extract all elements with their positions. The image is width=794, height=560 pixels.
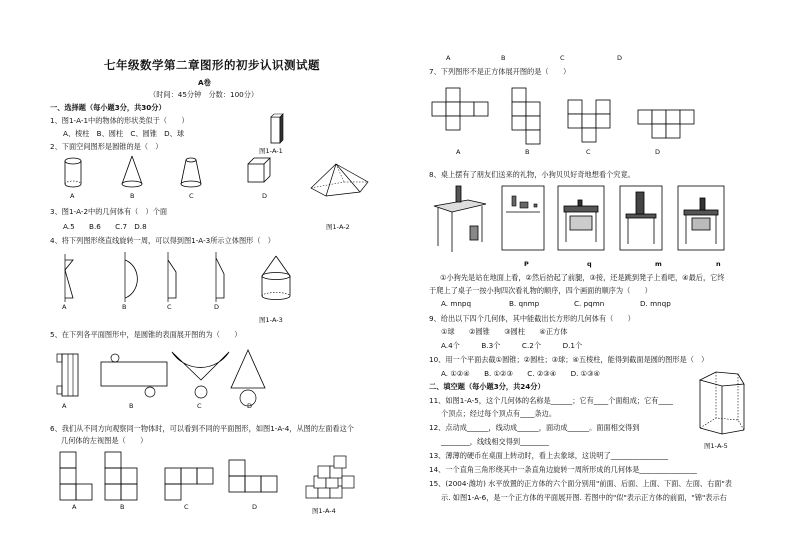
- q9-items: ①球 ②圆锥 ③圆柱 ④正方体: [441, 327, 568, 336]
- q2-label-b: B: [130, 192, 135, 200]
- q6-text-2: 几何体的左视图是（ ）: [61, 436, 148, 445]
- exam-meta: （时间：45分钟 分数：100分）: [149, 90, 259, 99]
- section-choice: 一、选择题（每小题3分，共30分）: [50, 103, 166, 112]
- pyramid-figure: [306, 162, 372, 212]
- q8-desc-1: ①小狗先是站在地面上看，②然后抬起了前腿，③接，还是跳到凳子上看吧，④最后，它终: [440, 273, 725, 282]
- q10-text: 10、用一个平面去截①圆锥；②圆柱；③球；④五棱柱，能得到截面是圆的图形是（ ）: [429, 355, 709, 364]
- fig-1-a-2-caption: 图1-A-2: [326, 223, 350, 231]
- q5-label-c: C: [197, 402, 202, 410]
- q3-text: 3、图1-A-2中的几何体有（ ）个面: [50, 207, 168, 216]
- section-fill: 二、填空题（每小题3分，共24分）: [429, 382, 545, 391]
- q8-pictures: [430, 182, 740, 256]
- q5-label-a: A: [62, 402, 67, 410]
- pentagonal-prism-figure: [694, 370, 750, 440]
- q8-option-c: C. pqmn: [574, 299, 605, 308]
- q12-text-2: ________，线线相交得到________: [441, 437, 549, 446]
- q10-options: A. ①②④ B. ①②③ C. ②③④ D. ①③④: [441, 369, 600, 378]
- q2-figures: [50, 150, 290, 198]
- top-label-d: D: [617, 54, 623, 62]
- q2-label-d: D: [262, 192, 268, 200]
- q4-label-a: A: [62, 303, 67, 311]
- page-title: 七年级数学第二章图形的初步认识测试题: [104, 58, 320, 72]
- q8-text: 8、桌上摆有了朋友们送来的礼物，小狗贝贝好奇地想看个究竟。: [429, 170, 635, 179]
- fig-1-a-1-caption: 图1-A-1: [259, 147, 283, 155]
- q2-label-a: A: [70, 192, 75, 200]
- top-label-b: B: [501, 54, 506, 62]
- q2-text: 2、下面空间图形是圆锥的是（ ）: [50, 142, 163, 151]
- q7-label-b: B: [525, 148, 530, 156]
- q6-figures: [48, 450, 358, 508]
- q6-text-1: 6、我们从不同方向观察同一物体时，可以看到不同的平面图形，如图1-A-4，从图的左面看这个: [50, 424, 354, 433]
- q8-desc-2: 于爬上了桌子一按小狗四次看礼物的顺序，四个画面的顺序为（ ）: [429, 286, 652, 295]
- top-label-c: C: [560, 54, 565, 62]
- q2-label-c: C: [189, 192, 194, 200]
- q6-label-c: C: [184, 503, 189, 511]
- q9-text: 9、给出以下四个几何体，其中能截出长方形的几何体有（ ）: [429, 314, 635, 323]
- top-label-a: A: [446, 54, 451, 62]
- q7-label-a: A: [456, 148, 461, 156]
- q7-text: 7、下列图形不是正方体展开图的是（ ）: [429, 67, 571, 76]
- q3-options: A.5 B.6 C.7 D.8: [63, 222, 147, 231]
- fig-1-a-3-caption: 图1-A-3: [259, 316, 283, 324]
- q6-label-d: D: [252, 503, 258, 511]
- q8-label-q: q: [587, 260, 592, 268]
- q4-label-c: C: [167, 303, 172, 311]
- q5-figures: [55, 344, 295, 406]
- q1-text: 1、图1-A-1中的物体的形状类似于（ ）: [50, 116, 189, 125]
- q8-option-b: B. qnmp: [509, 299, 540, 308]
- paper-label: A卷: [198, 78, 211, 87]
- q4-label-b: B: [122, 303, 127, 311]
- q6-label-a: A: [72, 503, 77, 511]
- fig-1-a-4-caption: 图1-A-4: [312, 507, 336, 515]
- q8-option-d: D. mnqp: [640, 299, 671, 308]
- q8-label-p: P: [524, 260, 529, 268]
- q4-figures: [52, 248, 322, 308]
- q7-label-c: C: [586, 148, 591, 156]
- q8-label-n: n: [716, 260, 721, 268]
- q8-option-a: A. mnpq: [441, 299, 472, 308]
- q5-label-b: B: [129, 402, 134, 410]
- q1-options: A、棱柱 B、圆柱 C、圆锥 D、球: [63, 129, 185, 138]
- q5-label-d: D: [247, 402, 253, 410]
- q9-options: A.4个 B.3个 C.2个 D.1个: [441, 341, 583, 350]
- q13-text: 13、薄薄的硬币在桌面上转动时，看上去象球，这说明了________________: [429, 451, 669, 460]
- q11-text-1: 11、如图1-A-5，这个几何体的名称是______；它有____个面组成；它有____: [429, 396, 673, 405]
- q7-nets: [430, 84, 700, 148]
- fig-1-a-5-caption: 图1-A-5: [704, 442, 728, 450]
- q8-label-m: m: [655, 260, 662, 268]
- q5-text: 5、在下列各平面图形中，是圆锥的表面展开图的为（ ）: [50, 330, 242, 339]
- q15-text-1: 15、(2004·潍坊) 水平放置的正方体的六个面分别用"前面、后面、上面、下面、左面、右面"表: [429, 479, 732, 488]
- q15-text-2: 示. 如图1-A-6，是一个正方体的平面展开图. 若图中的"似"表示正方体的前面，"锦"表示右: [441, 493, 727, 502]
- q4-label-d: D: [214, 303, 220, 311]
- q11-text-2: 个顶点；经过每个顶点有____条边。: [441, 409, 557, 418]
- prism-figure: [269, 113, 285, 145]
- q12-text-1: 12、点动成______，线动成______，面动成______。面面相交得到: [429, 423, 640, 432]
- q6-label-b: B: [120, 503, 125, 511]
- q4-text: 4、将下列图形绕直线旋转一周，可以得到图1-A-3所示立体图形（ ）: [50, 236, 275, 245]
- q7-label-d: D: [655, 148, 661, 156]
- q14-text: 14、一个直角三角形绕其中一条直角边旋转一周所形成的几何体是________________: [429, 465, 697, 474]
